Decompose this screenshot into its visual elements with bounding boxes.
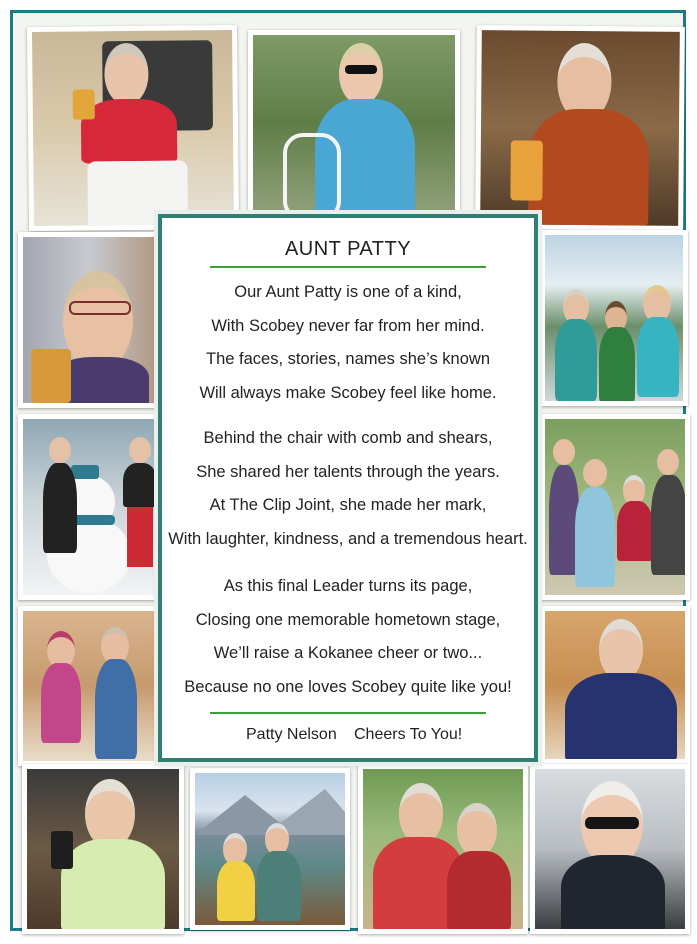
photo-patty-glasses-selfie <box>18 232 160 408</box>
signature-from: Patty Nelson <box>246 726 337 743</box>
photo-patty-red-shirt-with-beer <box>27 25 239 231</box>
photo-patty-holding-beer-indoors <box>475 25 685 231</box>
poem-line: At The Clip Joint, she made her mark, <box>209 496 487 514</box>
poem-line: With Scobey never far from her mind. <box>211 316 485 335</box>
poem-line: Behind the chair with comb and shears, <box>203 429 493 447</box>
poem-line: Our Aunt Patty is one of a kind, <box>234 283 462 301</box>
photo-three-at-waterfall <box>540 230 688 406</box>
photo-snowman-with-friends <box>18 414 162 600</box>
title-divider <box>210 266 486 268</box>
poem-stanza-2 <box>162 422 534 556</box>
photo-patty-green-shirt-with-cup <box>22 764 184 934</box>
poem-line: She shared her talents through the years. <box>196 462 500 481</box>
poem-line: Will always make Scobey feel like home. <box>199 383 497 402</box>
photo-two-ladies-fireplace <box>18 606 160 766</box>
photo-patty-navy-sweater-drinking <box>540 606 690 764</box>
poem-line: Because no one loves Scobey quite like you! <box>184 677 512 696</box>
photo-couple-at-mountain-lake <box>190 768 350 930</box>
signature-message: Cheers To You! <box>354 726 463 743</box>
poem-line: We’ll raise a Kokanee cheer or two... <box>213 644 483 662</box>
poem-line: Closing one memorable hometown stage, <box>195 610 501 629</box>
photo-patty-sunglasses-car <box>530 764 690 934</box>
photo-group-of-ladies-outdoors <box>540 414 690 600</box>
photo-patty-sunglasses-lawn-chair <box>248 30 460 216</box>
poem-stanza-3 <box>162 570 534 704</box>
poem-card <box>158 214 538 762</box>
poem-line: With laughter, kindness, and a tremendous heart. <box>168 529 528 548</box>
poem-line: The faces, stories, names she’s known <box>206 350 490 368</box>
poem-line: As this final Leader turns its page, <box>223 577 473 595</box>
poem-stanza-1 <box>162 276 534 410</box>
signature-divider <box>210 712 486 714</box>
photo-couple-with-drinks <box>358 764 528 934</box>
poem-title: AUNT PATTY <box>284 238 412 260</box>
